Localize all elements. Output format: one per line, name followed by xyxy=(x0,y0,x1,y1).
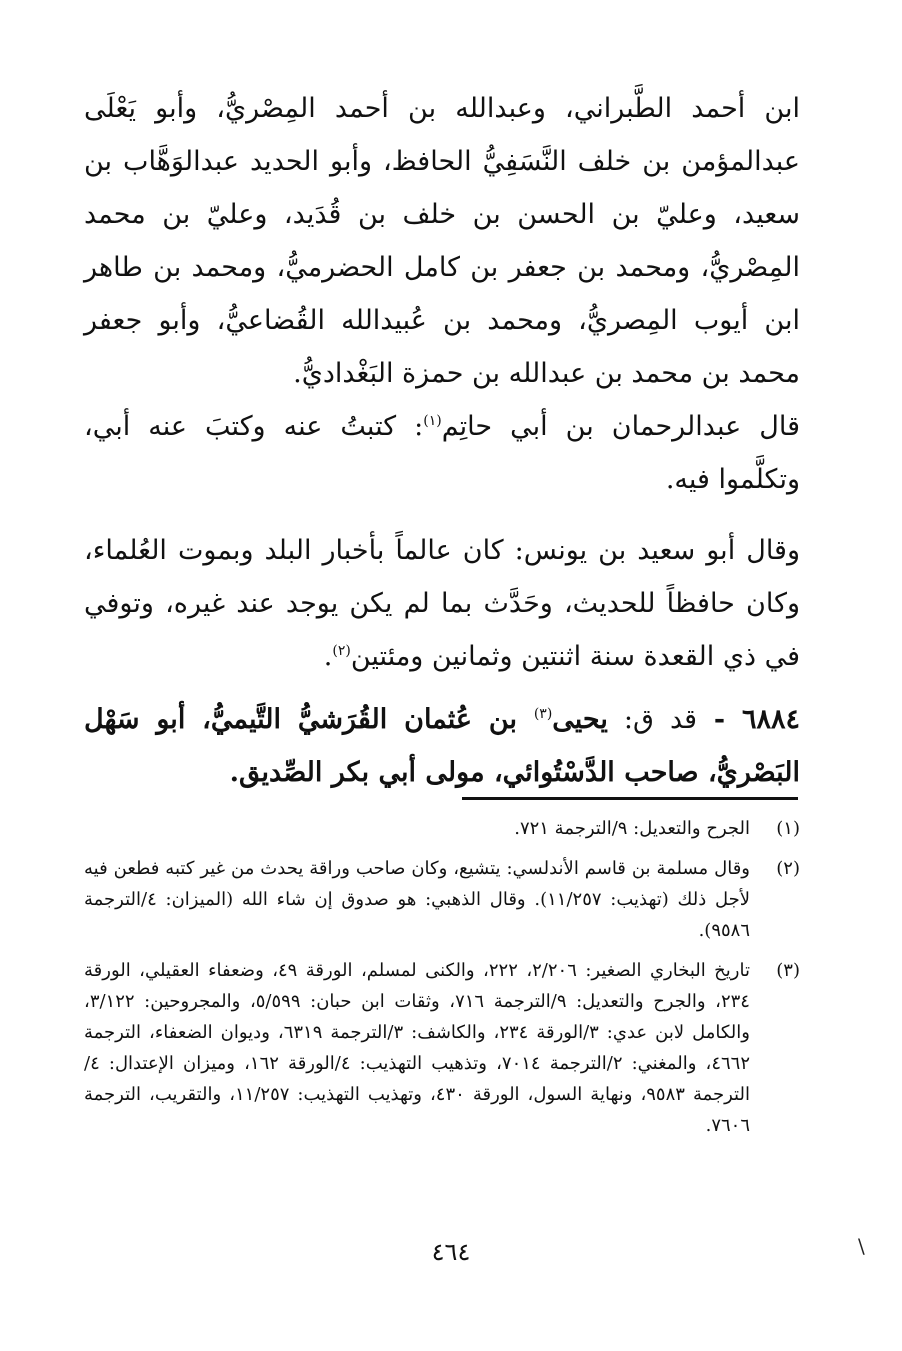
footnote-ref-3: (٣) xyxy=(533,706,553,722)
entry-number: ٦٨٨٤ - xyxy=(697,704,800,735)
footnote-1 xyxy=(84,813,800,844)
footnote-text: وقال مسلمة بن قاسم الأندلسي: يتشيع، وكان صاحب وراقة يحدث من غير كتبه فطعن فيه لأجل ذلك (تهذيب: ١١/٢٥٧). وقال الذهبي: هو صدوق إن شاء الله (الميزان: ٤/الترجمة ٩٥٨٦). xyxy=(84,858,750,941)
footnote-number: (٣) xyxy=(776,960,800,981)
page-number: ٤٦٤ xyxy=(431,1238,471,1266)
entry-name: يحيى xyxy=(552,704,608,735)
footnote-2 xyxy=(84,853,800,946)
footnotes xyxy=(84,813,800,1150)
margin-mark: \ xyxy=(858,1234,865,1258)
quote-text: وقال أبو سعيد بن يونس: كان عالماً بأخبار البلد وبموت العُلماء، وكان حافظاً للحديث، وحَدَّث بما لم يكن يوجد عند غيره، وتوفي في ذي القعدة سنة اثنتين وثمانين ومئتين xyxy=(84,535,800,672)
footnote-3 xyxy=(84,955,800,1141)
paragraph-ibn-yunus xyxy=(84,524,800,683)
entry-codes: قد ق: xyxy=(607,704,698,735)
footnote-number: (٢) xyxy=(776,858,800,879)
footnote-text: تاريخ البخاري الصغير: ٢/٢٠٦، ٢٢٢، والكنى لمسلم، الورقة ٤٩، وضعفاء العقيلي، الورقة ٢٣٤، والجرح والتعديل: ٩/الترجمة ٧١٦، وثقات ابن حبان: ٥/٥٩٩، والمجروحين: ٣/١٢٢، والكامل لابن عدي: ٣/الورقة ٢٣٤، والكاشف: ٣/الترجمة ٦٣١٩، وديوان الضعفاء، الترجمة ٤٦٦٢، والمغني: ٢/الترجمة ٧٠١٤، وتذهيب التهذيب: ٤/الورقة ١٦٢، وميزان الإعتدال: ٤/الترجمة ٩٥٨٣، ونهاية السول، الورقة ٤٣٠، وتهذيب التهذيب: ١١/٢٥٧، والتقريب، الترجمة ٧٦٠٦. xyxy=(84,960,750,1136)
footnote-ref-2: (٢) xyxy=(332,643,351,659)
paragraph-narrators: ابن أحمد الطَّبراني، وعبدالله بن أحمد المِصْريُّ، وأبو يَعْلَى عبدالمؤمن بن خلف النَّسَفِيُّ الحافظ، وأبو الحديد عبدالوَهَّاب بن سعيد، وعليّ بن الحسن بن خلف بن قُدَيد، وعليّ بن محمد المِصْريُّ، ومحمد بن جعفر بن كامل الحضرميُّ، ومحمد بن طاهر ابن أيوب المِصريُّ، ومحمد بن عُبيدالله القُضاعيُّ، وأبو جعفر محمد بن محمد بن عبدالله بن حمزة البَغْداديُّ. xyxy=(84,93,800,389)
entry-heading xyxy=(84,693,800,799)
quote-text-end: . xyxy=(323,641,333,672)
paragraph-ibn-abi-hatim xyxy=(84,400,800,506)
footnote-number: (١) xyxy=(776,818,800,839)
quote-text-end: : كتبتُ عنه وكتبَ عنه أبي، وتكلَّموا فيه. xyxy=(84,411,800,495)
quote-text: قال عبدالرحمان بن أبي حاتِم xyxy=(441,411,800,442)
entry-description: بن عُثمان القُرَشيُّ التَّيميُّ، أبو سَهْل البَصْريُّ، صاحب الدَّسْتُوائي، مولى أبي بكر الصِّديق. xyxy=(84,704,800,788)
footnote-divider xyxy=(462,797,798,800)
main-text xyxy=(84,82,800,799)
footnote-text: الجرح والتعديل: ٩/الترجمة ٧٢١. xyxy=(514,818,750,839)
footnote-ref-1: (١) xyxy=(423,413,442,429)
